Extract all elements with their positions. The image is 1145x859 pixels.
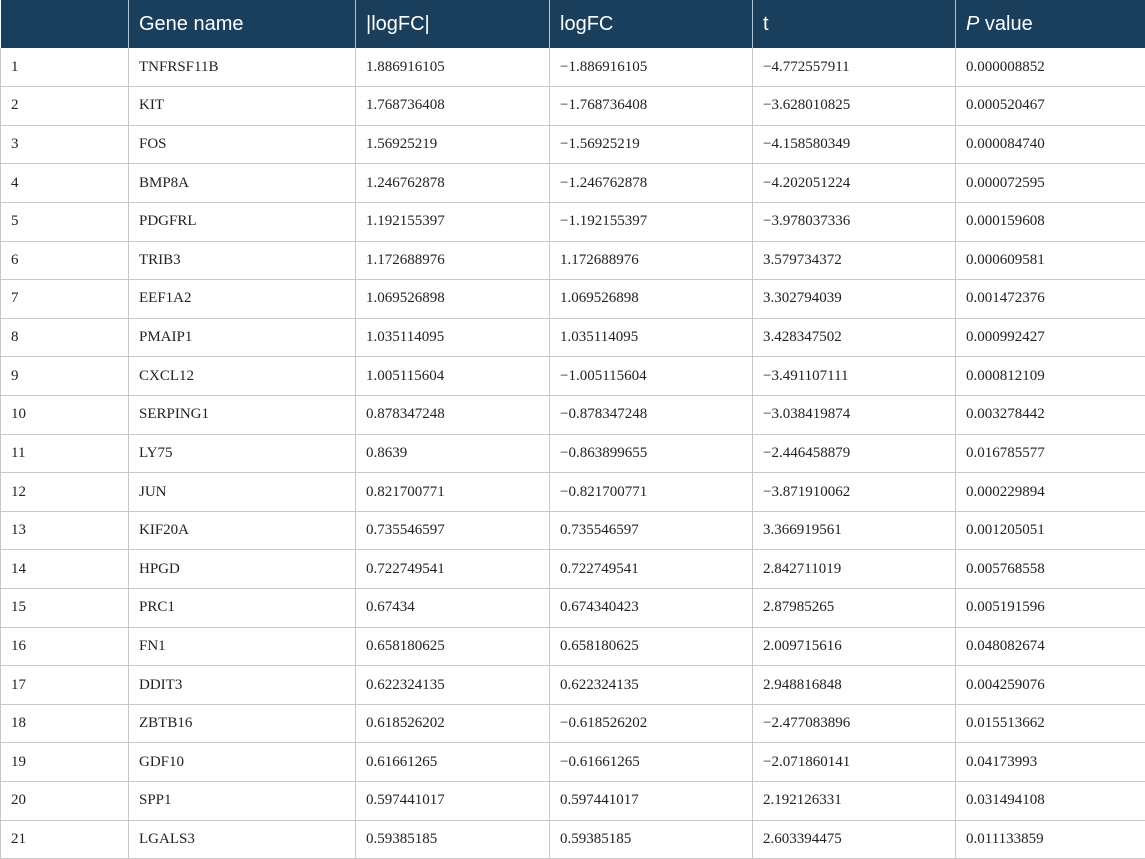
cell-logfc: −0.821700771 — [550, 473, 753, 512]
cell-index: 11 — [1, 434, 129, 473]
cell-abs-logfc: 0.618526202 — [356, 704, 550, 743]
cell-index: 16 — [1, 627, 129, 666]
cell-abs-logfc: 0.67434 — [356, 589, 550, 628]
cell-logfc: −1.886916105 — [550, 48, 753, 87]
cell-logfc: 0.674340423 — [550, 589, 753, 628]
cell-t: 2.948816848 — [753, 666, 956, 705]
cell-abs-logfc: 1.069526898 — [356, 280, 550, 319]
cell-logfc: −0.863899655 — [550, 434, 753, 473]
cell-p-value: 0.048082674 — [956, 627, 1145, 666]
cell-logfc: −1.192155397 — [550, 202, 753, 241]
cell-p-value: 0.001205051 — [956, 511, 1145, 550]
cell-index: 5 — [1, 202, 129, 241]
cell-gene-name: BMP8A — [129, 164, 356, 203]
cell-gene-name: DDIT3 — [129, 666, 356, 705]
cell-t: 2.192126331 — [753, 782, 956, 821]
cell-t: −2.446458879 — [753, 434, 956, 473]
cell-abs-logfc: 0.622324135 — [356, 666, 550, 705]
cell-t: 3.579734372 — [753, 241, 956, 280]
cell-t: −4.202051224 — [753, 164, 956, 203]
cell-logfc: 1.035114095 — [550, 318, 753, 357]
cell-logfc: 1.069526898 — [550, 280, 753, 319]
table-row — [1, 241, 1145, 280]
cell-t: −3.978037336 — [753, 202, 956, 241]
cell-gene-name: FOS — [129, 125, 356, 164]
cell-p-value: 0.000072595 — [956, 164, 1145, 203]
cell-index: 10 — [1, 395, 129, 434]
header-p-value-italic: P — [966, 13, 979, 35]
cell-abs-logfc: 1.886916105 — [356, 48, 550, 87]
cell-abs-logfc: 0.8639 — [356, 434, 550, 473]
cell-gene-name: TRIB3 — [129, 241, 356, 280]
cell-abs-logfc: 1.172688976 — [356, 241, 550, 280]
table-row — [1, 357, 1145, 396]
cell-index: 15 — [1, 589, 129, 628]
cell-p-value: 0.004259076 — [956, 666, 1145, 705]
cell-p-value: 0.001472376 — [956, 280, 1145, 319]
cell-abs-logfc: 1.246762878 — [356, 164, 550, 203]
cell-p-value: 0.000084740 — [956, 125, 1145, 164]
cell-logfc: 0.622324135 — [550, 666, 753, 705]
cell-gene-name: SERPING1 — [129, 395, 356, 434]
cell-logfc: −1.246762878 — [550, 164, 753, 203]
cell-p-value: 0.005768558 — [956, 550, 1145, 589]
table-header-row — [1, 0, 1145, 48]
cell-p-value: 0.000520467 — [956, 87, 1145, 126]
cell-t: 3.302794039 — [753, 280, 956, 319]
cell-t: 3.366919561 — [753, 511, 956, 550]
cell-gene-name: PDGFRL — [129, 202, 356, 241]
cell-abs-logfc: 1.005115604 — [356, 357, 550, 396]
header-p-value-rest: value — [979, 13, 1032, 35]
table-row — [1, 473, 1145, 512]
cell-index: 18 — [1, 704, 129, 743]
cell-logfc: 0.597441017 — [550, 782, 753, 821]
cell-t: 2.603394475 — [753, 820, 956, 859]
cell-gene-name: JUN — [129, 473, 356, 512]
cell-logfc: −0.61661265 — [550, 743, 753, 782]
cell-abs-logfc: 0.597441017 — [356, 782, 550, 821]
cell-logfc: −1.768736408 — [550, 87, 753, 126]
cell-abs-logfc: 1.192155397 — [356, 202, 550, 241]
cell-abs-logfc: 0.61661265 — [356, 743, 550, 782]
cell-gene-name: FN1 — [129, 627, 356, 666]
cell-gene-name: TNFRSF11B — [129, 48, 356, 87]
cell-index: 12 — [1, 473, 129, 512]
cell-gene-name: EEF1A2 — [129, 280, 356, 319]
table-row — [1, 627, 1145, 666]
cell-t: 2.009715616 — [753, 627, 956, 666]
header-t: t — [753, 0, 956, 48]
cell-p-value: 0.000609581 — [956, 241, 1145, 280]
cell-abs-logfc: 0.735546597 — [356, 511, 550, 550]
cell-abs-logfc: 0.59385185 — [356, 820, 550, 859]
cell-p-value: 0.04173993 — [956, 743, 1145, 782]
cell-index: 2 — [1, 87, 129, 126]
cell-logfc: 0.59385185 — [550, 820, 753, 859]
cell-p-value: 0.011133859 — [956, 820, 1145, 859]
cell-index: 8 — [1, 318, 129, 357]
table-row — [1, 164, 1145, 203]
table-row — [1, 743, 1145, 782]
cell-p-value: 0.015513662 — [956, 704, 1145, 743]
cell-logfc: 0.735546597 — [550, 511, 753, 550]
cell-index: 20 — [1, 782, 129, 821]
cell-gene-name: CXCL12 — [129, 357, 356, 396]
cell-logfc: 1.172688976 — [550, 241, 753, 280]
table-row — [1, 511, 1145, 550]
cell-p-value: 0.016785577 — [956, 434, 1145, 473]
table-row — [1, 318, 1145, 357]
table-row — [1, 550, 1145, 589]
cell-logfc: 0.658180625 — [550, 627, 753, 666]
cell-gene-name: SPP1 — [129, 782, 356, 821]
cell-logfc: −0.618526202 — [550, 704, 753, 743]
header-gene-name: Gene name — [129, 0, 356, 48]
cell-t: −2.477083896 — [753, 704, 956, 743]
cell-index: 9 — [1, 357, 129, 396]
cell-gene-name: LY75 — [129, 434, 356, 473]
cell-abs-logfc: 0.722749541 — [356, 550, 550, 589]
cell-abs-logfc: 0.878347248 — [356, 395, 550, 434]
table-row — [1, 125, 1145, 164]
cell-t: −3.628010825 — [753, 87, 956, 126]
cell-logfc: 0.722749541 — [550, 550, 753, 589]
cell-abs-logfc: 1.56925219 — [356, 125, 550, 164]
cell-gene-name: KIF20A — [129, 511, 356, 550]
cell-index: 1 — [1, 48, 129, 87]
table-row — [1, 704, 1145, 743]
cell-p-value: 0.000992427 — [956, 318, 1145, 357]
header-abs-logfc: |logFC| — [356, 0, 550, 48]
table-row — [1, 395, 1145, 434]
cell-p-value: 0.000159608 — [956, 202, 1145, 241]
cell-index: 19 — [1, 743, 129, 782]
table-row — [1, 666, 1145, 705]
cell-index: 13 — [1, 511, 129, 550]
cell-gene-name: PMAIP1 — [129, 318, 356, 357]
table-body — [1, 48, 1145, 859]
cell-logfc: −1.005115604 — [550, 357, 753, 396]
cell-gene-name: HPGD — [129, 550, 356, 589]
cell-index: 3 — [1, 125, 129, 164]
table-row — [1, 280, 1145, 319]
table-row — [1, 434, 1145, 473]
cell-p-value: 0.000812109 — [956, 357, 1145, 396]
table-row — [1, 87, 1145, 126]
cell-abs-logfc: 0.821700771 — [356, 473, 550, 512]
cell-index: 6 — [1, 241, 129, 280]
table-row — [1, 48, 1145, 87]
header-p-value — [956, 0, 1145, 48]
cell-gene-name: ZBTB16 — [129, 704, 356, 743]
cell-t: 2.87985265 — [753, 589, 956, 628]
cell-p-value: 0.003278442 — [956, 395, 1145, 434]
cell-t: −3.491107111 — [753, 357, 956, 396]
cell-t: −3.871910062 — [753, 473, 956, 512]
cell-abs-logfc: 1.768736408 — [356, 87, 550, 126]
cell-t: −3.038419874 — [753, 395, 956, 434]
cell-abs-logfc: 1.035114095 — [356, 318, 550, 357]
cell-t: −2.071860141 — [753, 743, 956, 782]
cell-logfc: −0.878347248 — [550, 395, 753, 434]
cell-index: 7 — [1, 280, 129, 319]
cell-abs-logfc: 0.658180625 — [356, 627, 550, 666]
cell-t: −4.772557911 — [753, 48, 956, 87]
header-logfc: logFC — [550, 0, 753, 48]
cell-p-value: 0.031494108 — [956, 782, 1145, 821]
cell-index: 17 — [1, 666, 129, 705]
cell-index: 4 — [1, 164, 129, 203]
table-row — [1, 202, 1145, 241]
cell-gene-name: KIT — [129, 87, 356, 126]
cell-t: 2.842711019 — [753, 550, 956, 589]
cell-logfc: −1.56925219 — [550, 125, 753, 164]
table-row — [1, 820, 1145, 859]
cell-gene-name: PRC1 — [129, 589, 356, 628]
cell-index: 21 — [1, 820, 129, 859]
cell-t: −4.158580349 — [753, 125, 956, 164]
cell-p-value: 0.000008852 — [956, 48, 1145, 87]
cell-p-value: 0.000229894 — [956, 473, 1145, 512]
cell-t: 3.428347502 — [753, 318, 956, 357]
cell-gene-name: LGALS3 — [129, 820, 356, 859]
cell-index: 14 — [1, 550, 129, 589]
table-row — [1, 782, 1145, 821]
cell-gene-name: GDF10 — [129, 743, 356, 782]
table-row — [1, 589, 1145, 628]
header-index — [1, 0, 129, 48]
cell-p-value: 0.005191596 — [956, 589, 1145, 628]
